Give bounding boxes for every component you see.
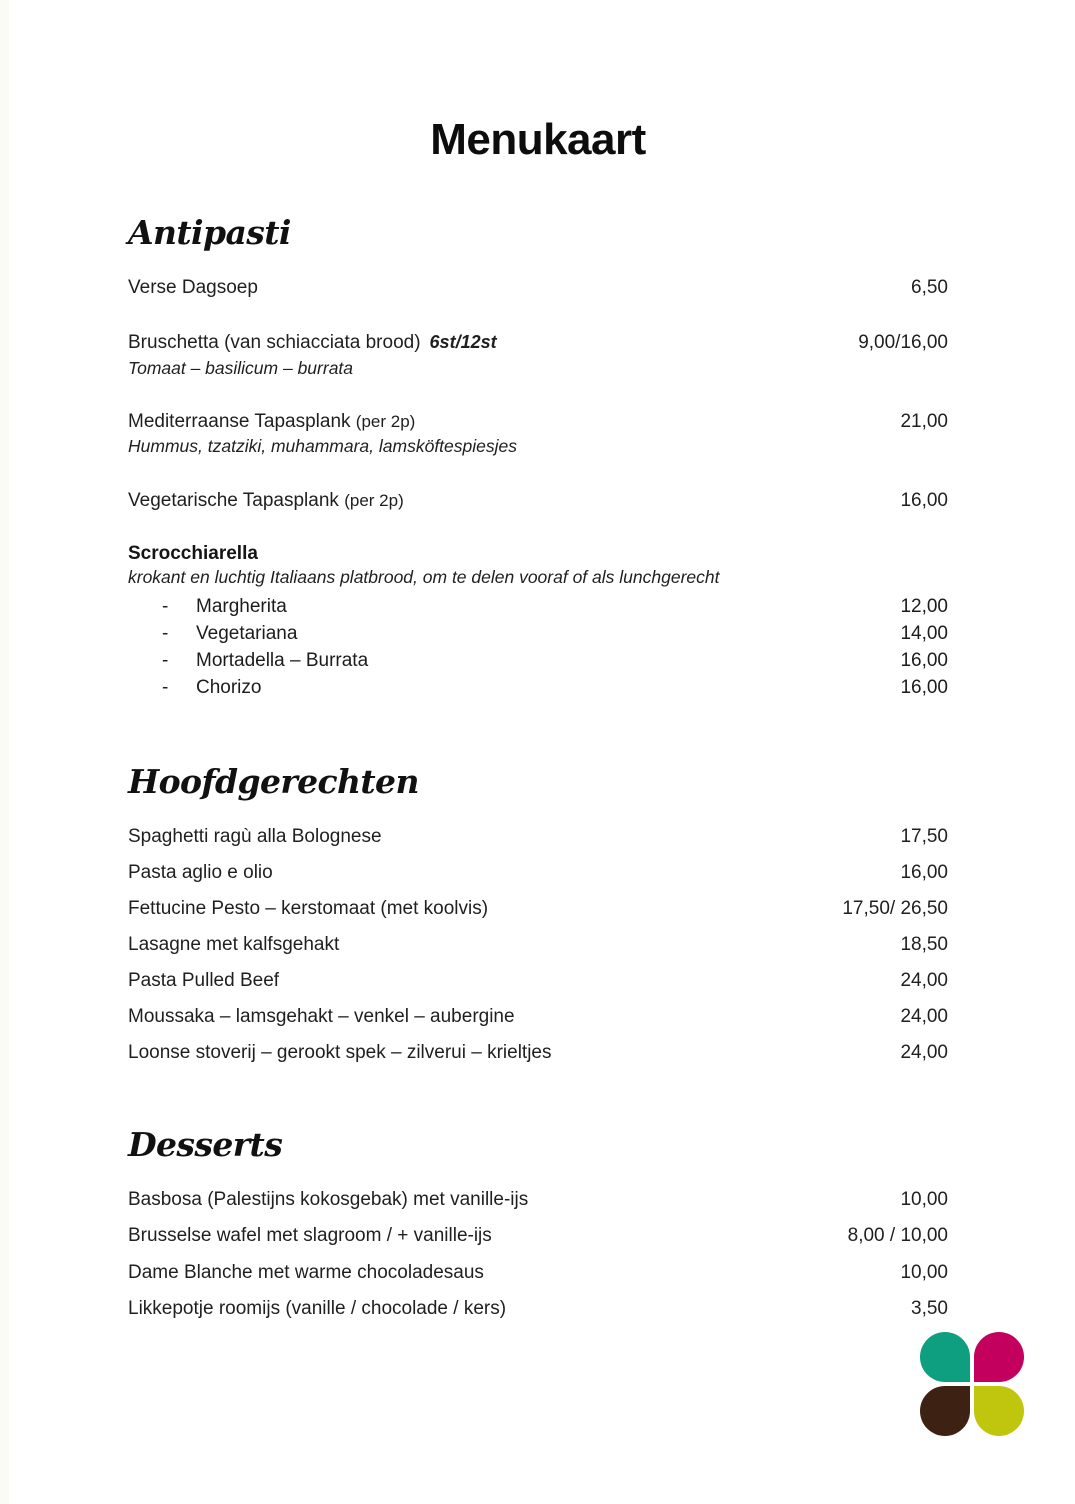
desserts-items (128, 1187, 948, 1320)
menu-item-note: (per 2p) (355, 412, 416, 432)
menu-item-row (128, 896, 948, 921)
menu-item-name: Dame Blanche met warme chocoladesaus (128, 1261, 484, 1283)
menu-item-name-group (128, 409, 900, 434)
menu-item-row (128, 1004, 948, 1029)
menu-item-price: 24,00 (900, 970, 948, 992)
menu-item-row (128, 488, 948, 513)
menu-item-name: Chorizo (196, 676, 262, 698)
section-heading-hoofdgerechten: Hoofdgerechten (128, 761, 419, 801)
menu-item-row (128, 1187, 948, 1212)
bullet-dash: - (162, 622, 169, 644)
list-item (128, 621, 948, 648)
menu-item-row (128, 932, 948, 957)
menu-item-price: 10,00 (900, 1261, 948, 1283)
menu-item-quantity: 6st/12st (429, 332, 497, 353)
menu-item-name: Fettucine Pesto – kerstomaat (met koolvis) (128, 897, 489, 919)
menu-item-name: Margherita (196, 595, 287, 617)
menu-item-description: Tomaat – basilicum – burrata (128, 357, 354, 378)
menu-item-row (128, 1296, 948, 1321)
menu-item-name: Verse Dagsoep (128, 277, 258, 299)
page-title: Menukaart (430, 115, 646, 164)
scrocchiarella-sublist (128, 594, 948, 702)
menu-item-row (128, 330, 948, 355)
menu-item-price: 8,00 / 10,00 (847, 1225, 948, 1247)
menu-item-note: (per 2p) (344, 491, 404, 511)
menu-item-price: 24,00 (900, 1006, 948, 1028)
menu-item-price: 6,50 (911, 277, 948, 299)
list-item (128, 594, 948, 621)
menu-item-block (128, 488, 948, 513)
menu-item-row (128, 1260, 948, 1285)
logo-petal-bottom-right (974, 1386, 1024, 1436)
menu-item-name: Spaghetti ragù alla Bolognese (128, 825, 382, 847)
menu-item-name: Loonse stoverij – gerookt spek – zilverui – krieltjes (128, 1042, 552, 1064)
menu-item-description: Hummus, tzatziki, muhammara, lamsköftespiesjes (128, 436, 517, 457)
menu-item-price: 9,00/16,00 (858, 332, 948, 354)
bullet-dash: - (162, 676, 169, 698)
menu-item-name: Likkepotje roomijs (vanille / chocolade / kers) (128, 1297, 507, 1319)
menu-item-name: Mortadella – Burrata (196, 649, 369, 671)
section-hoofdgerechten (128, 761, 948, 1066)
menu-item-block (128, 330, 948, 379)
menu-item-row (128, 968, 948, 993)
menu-item-block-scrocchiarella (128, 543, 948, 702)
menu-item-price: 10,00 (900, 1189, 948, 1211)
menu-item-name: Basbosa (Palestijns kokosgebak) met vanille-ijs (128, 1189, 529, 1211)
menu-item-name: Brusselse wafel met slagroom / + vanille-ijs (128, 1225, 492, 1247)
logo-petal-top-left (920, 1332, 970, 1382)
menu-item-name: Bruschetta (van schiacciata brood) (128, 332, 421, 354)
menu-group-title: Scrocchiarella (128, 543, 258, 565)
menu-item-price: 14,00 (900, 622, 948, 644)
menu-item-price: 12,00 (900, 595, 948, 617)
menu-content (128, 0, 948, 1321)
section-heading-desserts: Desserts (128, 1125, 283, 1165)
list-item (128, 648, 948, 675)
menu-item-row (128, 409, 948, 434)
logo-petal-top-right (974, 1332, 1024, 1382)
menu-item-name: Moussaka – lamsgehakt – venkel – aubergine (128, 1006, 515, 1028)
section-desserts (128, 1125, 948, 1320)
menu-item-price: 17,50 (900, 825, 948, 847)
menu-item-price: 18,50 (900, 934, 948, 956)
bullet-dash: - (162, 595, 169, 617)
antipasti-items (128, 275, 948, 701)
section-heading-antipasti: Antipasti (128, 213, 291, 253)
menu-item-name: Mediterraanse Tapasplank (128, 411, 351, 433)
menu-item-name: Pasta aglio e olio (128, 861, 273, 883)
menu-item-name: Vegetariana (196, 622, 298, 644)
menu-item-price: 3,50 (911, 1297, 948, 1319)
menu-item-name-group (128, 330, 858, 355)
menu-item-row (128, 275, 948, 300)
logo-petal-bottom-left (920, 1386, 970, 1436)
section-antipasti (128, 213, 948, 701)
bullet-dash: - (162, 649, 169, 671)
menu-group-description: krokant en luchtig Italiaans platbrood, om te delen vooraf of als lunchgerecht (128, 567, 720, 588)
menu-item-price: 17,50/ 26,50 (842, 897, 948, 919)
menu-item-price: 16,00 (900, 490, 948, 512)
menu-item-name: Pasta Pulled Beef (128, 970, 280, 992)
menu-item-name: Lasagne met kalfsgehakt (128, 934, 340, 956)
menu-item-price: 21,00 (900, 411, 948, 433)
menu-item-price: 24,00 (900, 1042, 948, 1064)
menu-item-name-group (128, 488, 900, 513)
menu-item-row (128, 824, 948, 849)
list-item (128, 675, 948, 702)
hoofdgerechten-items (128, 824, 948, 1066)
menu-item-price: 16,00 (900, 649, 948, 671)
menu-item-block (128, 409, 948, 458)
menu-item-row (128, 1040, 948, 1065)
menu-item-price: 16,00 (900, 676, 948, 698)
menu-item-block (128, 275, 948, 300)
menu-item-row (128, 1223, 948, 1248)
brand-logo (920, 1328, 1024, 1452)
menu-item-name: Vegetarische Tapasplank (128, 490, 339, 512)
menu-item-row (128, 860, 948, 885)
scan-edge (0, 0, 9, 1504)
menu-item-price: 16,00 (900, 861, 948, 883)
